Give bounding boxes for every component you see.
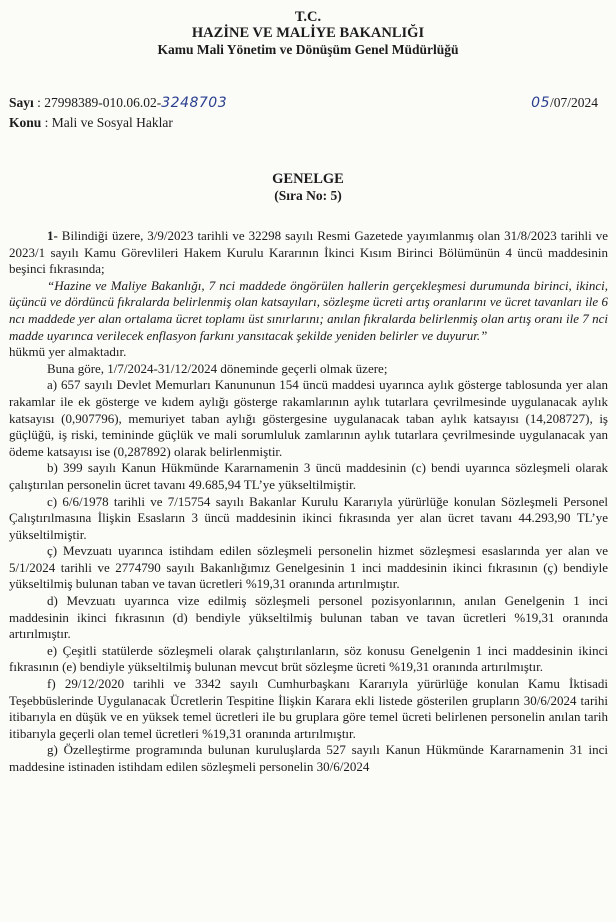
document-date [531, 95, 598, 111]
sayi-value: : 27998389-010.06.02- [37, 95, 162, 110]
paragraph-buna-gore: Buna göre, 1/7/2024-31/12/2024 döneminde geçerli olmak üzere; [47, 360, 388, 376]
konu-value: : Mali ve Sosyal Haklar [44, 115, 173, 130]
header-directorate: Kamu Mali Yönetim ve Dönüşüm Genel Müdürlüğü [157, 42, 459, 57]
header-ministry: HAZİNE VE MALİYE BAKANLIĞI [191, 25, 425, 41]
paragraph-1 [9, 228, 608, 278]
item-cc: ç) Mevzuatı uyarınca istihdam edilen sözleşmeli personelin hizmet sözleşmesi esaslarında yer alan ve 5/1/2024 tarihli ve 2774790 sayılı Bakanlığımız Genelgesinin 1 inci maddesinin ikinci fıkrasının (ç) bendiyle yükseltilmiş bulunan taban ve tavan ücretleri %19,31 oranında artırılmıştır. [9, 543, 608, 592]
paragraph-1-number: 1- [47, 228, 58, 243]
reference-number [9, 95, 227, 111]
item-f: f) 29/12/2020 tarihli ve 3342 sayılı Cumhurbaşkanı Kararıyla yürürlüğe konulan Kamu İktisadi Teşebbüslerinde Uygulanacak Ücretlerin Tespitine İlişkin Karara ekli listede gösterilen grupların 30/6/2024 tarihi itibarıyla en düşük ve en yüksek temel ücretleri ile bu gruplara göre temel ücreti belirlenen personelin anılan tarih itibarıyla geçerli olan temel ücretleri %19,31 oranında artırılmıştır. [9, 676, 608, 741]
quoted-provision: “Hazine ve Maliye Bakanlığı, 7 nci maddede öngörülen hallerin gerçekleşmesi durumunda birinci, ikinci, üçüncü ve dördüncü fıkralarda belirlenmiş olan katsayıları, sözleşme ücreti artış oranlarını ve ücret tavanları ile 6 ncı maddede yer alan ortalama ücret toplamı üst sınırlarını; anılan fıkralarda belirlenmiş olan artış oranı ile 7 nci madde uyarınca verilecek enflasyon farkını yansıtacak şekilde yeniden belirler ve duyurur.” [9, 277, 608, 343]
document-subtitle: (Sıra No: 5) [274, 188, 342, 203]
item-a: a) 657 sayılı Devlet Memurları Kanununun 154 üncü maddesi uyarınca aylık gösterge tablosunda yer alan rakamlar ile ek gösterge ve kıdem aylığı gösterge rakamlarının aylık tutarlara çevrilmesinde uygulanacak aylık katsayısı (0,907796), memuriyet taban aylığı göstergesine uygulanacak taban aylık katsayısı (14,208727), iş güçlüğü, iş riski, temininde güçlük ve mali sorumluluk zamlarının aylık tutarlara çevrilmesinde uygulanacak yan ödeme katsayısı ise (0,287892) olarak belirlenmiştir. [9, 377, 608, 459]
item-c: c) 6/6/1978 tarihli ve 7/15754 sayılı Bakanlar Kurulu Kararıyla yürürlüğe konulan Sözleşmeli Personel Çalıştırılmasına İlişkin Esasların 3 üncü maddesinin ikinci fıkrasında yer alan ücret tavanı 44.293,90 TL’ye yükseltilmiştir. [9, 493, 608, 542]
handwritten-number: 3248703 [161, 95, 228, 111]
handwritten-day: 05 [531, 95, 550, 111]
item-e: e) Çeşitli statülerde sözleşmeli olarak çalıştırılanların, söz konusu Genelgenin 1 inci maddesinin ikinci fıkrasının (e) bendiyle yükseltilmiş bulunan mevcut brüt sözleşme ücreti %19,31 oranında artırılmıştır. [9, 642, 608, 675]
paragraph-1-text: Bilindiği üzere, 3/9/2023 tarihli ve 32298 sayılı Resmi Gazetede yayımlanmış olan 31/8/2023 tarihli ve 2023/1 sayılı Kamu Görevlileri Hakem Kurulu Kararının İkinci Kısım Birinci Bölümünün 4 üncü maddesinin beşinci fıkrasında; [9, 228, 608, 277]
subject [9, 115, 173, 131]
document-title: GENELGE [272, 171, 344, 187]
paragraph-hukmu: hükmü yer almaktadır. [9, 344, 127, 360]
konu-label: Konu [9, 115, 42, 130]
item-b: b) 399 sayılı Kanun Hükmünde Kararnamenin 3 üncü maddesinin (c) bendi uyarınca sözleşmeli olarak çalıştırılan personelin ücret tavanı 49.685,94 TL’ye yükseltilmiştir. [9, 460, 608, 492]
date-printed: /07/2024 [549, 95, 598, 110]
header-country: T.C. [294, 9, 322, 25]
item-d: d) Mevzuatı uyarınca vize edilmiş sözleşmeli personel pozisyonlarının, anılan Genelgenin 1 inci maddesinin ikinci fıkrasının (d) bendiyle yükseltilmiş bulunan taban ve tavan ücretleri %19,31 oranında artırılmıştır. [9, 593, 608, 642]
item-g: g) Özelleştirme programında bulunan kuruluşlarda 527 sayılı Kanun Hükmünde Kararnamenin 31 inci maddesine istinaden istihdam edilen sözleşmeli personelin 30/6/2024 [9, 742, 608, 774]
document-body [9, 228, 608, 776]
sayi-label: Sayı [9, 95, 34, 110]
